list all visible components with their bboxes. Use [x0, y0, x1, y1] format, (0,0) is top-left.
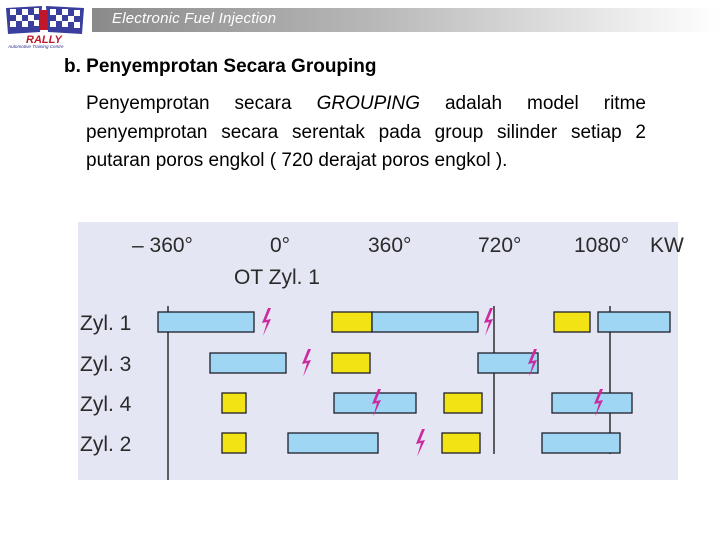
axis-label: – 360° — [132, 234, 193, 257]
axis-label: 360° — [368, 234, 412, 257]
row-label: Zyl. 3 — [80, 353, 132, 376]
intake-bar — [444, 393, 482, 413]
intake-bar — [442, 433, 480, 453]
injection-bar — [552, 393, 632, 413]
rally-logo — [2, 2, 90, 48]
injection-bar — [598, 312, 670, 332]
slide-paragraph — [86, 90, 646, 176]
intake-bar — [222, 393, 246, 413]
row-label: Zyl. 4 — [80, 393, 132, 416]
intake-bar — [554, 312, 590, 332]
injection-bar — [158, 312, 254, 332]
logo-subtext: Automotive Training Centre — [8, 44, 64, 49]
injection-bar — [210, 353, 286, 373]
injection-bar — [542, 433, 620, 453]
header-bar — [92, 8, 720, 32]
slide-heading: b. Penyemprotan Secara Grouping — [64, 56, 377, 77]
header-title: Electronic Fuel Injection — [112, 10, 277, 27]
row-label: Zyl. 2 — [80, 433, 132, 456]
row-label: Zyl. 1 — [80, 312, 132, 335]
checkered-flag-icon — [6, 6, 84, 34]
intake-bar — [332, 312, 372, 332]
injection-timing-diagram — [78, 222, 684, 480]
axis-label: KW — [650, 234, 684, 257]
axis-label: 720° — [478, 234, 522, 257]
intake-bar — [332, 353, 370, 373]
injection-bar — [288, 433, 378, 453]
logo-text: RALLY — [26, 34, 62, 46]
ot-zyl1-label: OT Zyl. 1 — [234, 266, 320, 289]
injection-bar — [372, 312, 478, 332]
paragraph-italic: GROUPING — [316, 93, 421, 114]
paragraph-post: adalah model ritme penyemprotan secara serentak pada group silinder setiap 2 putaran poros engkol ( 720 derajat poros engkol ). — [86, 93, 646, 171]
paragraph-pre: Penyemprotan secara — [86, 93, 317, 114]
intake-bar — [222, 433, 246, 453]
axis-label: 1080° — [574, 234, 630, 257]
axis-label: 0° — [270, 234, 291, 257]
